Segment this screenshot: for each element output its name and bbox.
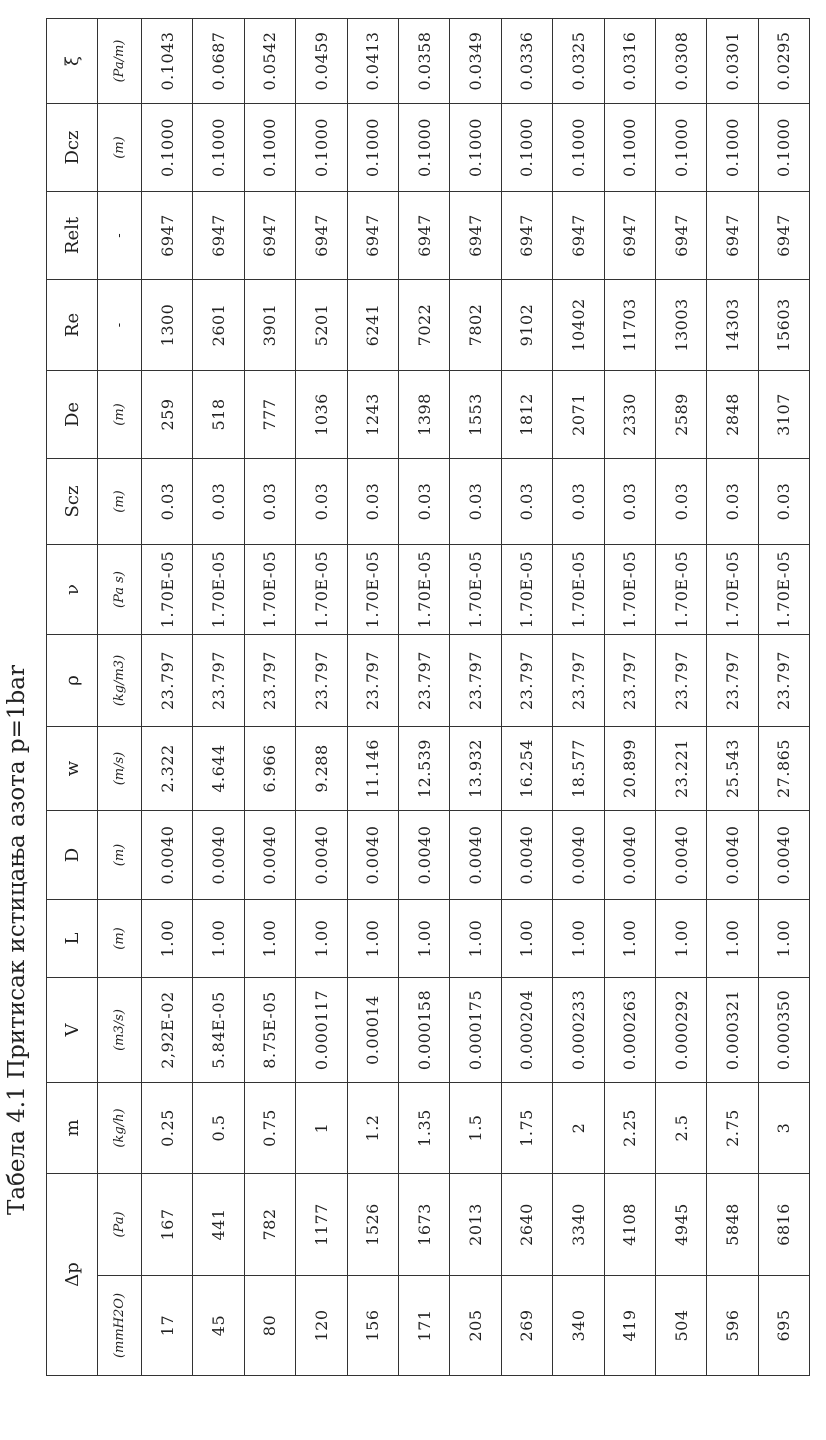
table-cell: 6947 — [501, 192, 552, 280]
table-cell: 0.1000 — [347, 104, 398, 192]
table-cell: 1526 — [347, 1174, 398, 1276]
table-cell: 0.000204 — [501, 978, 552, 1083]
table-cell: 0.03 — [553, 459, 604, 545]
table-cell: 1243 — [347, 371, 398, 459]
table-cell: 0.0295 — [758, 19, 809, 104]
table-cell: 419 — [604, 1276, 655, 1376]
table-cell: 0.1000 — [244, 104, 295, 192]
table-cell: 2 — [553, 1083, 604, 1174]
column-header: w — [47, 727, 98, 811]
table-cell: 0.0316 — [604, 19, 655, 104]
table-cell: 16.254 — [501, 727, 552, 811]
table-cell: 23.797 — [707, 635, 758, 727]
table-cell: 0.000321 — [707, 978, 758, 1083]
column-header: Scz — [47, 459, 98, 545]
table-cell: 0.03 — [142, 459, 193, 545]
table-row — [553, 19, 604, 1376]
table-cell: 1673 — [398, 1174, 449, 1276]
table-cell: 0.0040 — [296, 811, 347, 900]
table-cell: 6947 — [758, 192, 809, 280]
table-cell: 1.70E-05 — [347, 545, 398, 635]
table-cell: 2589 — [655, 371, 706, 459]
table-row — [296, 19, 347, 1376]
table-cell: 1.70E-05 — [553, 545, 604, 635]
table-cell: 4108 — [604, 1174, 655, 1276]
table-cell: 0.0040 — [707, 811, 758, 900]
table-cell: 1.00 — [244, 900, 295, 978]
table-cell: 1.2 — [347, 1083, 398, 1174]
table-cell: 1.70E-05 — [758, 545, 809, 635]
column-header: Re — [47, 280, 98, 371]
table-cell: 120 — [296, 1276, 347, 1376]
table-cell: 1.00 — [193, 900, 244, 978]
column-header: Δp — [47, 1174, 98, 1376]
table-cell: 2.75 — [707, 1083, 758, 1174]
table-cell: 0.000233 — [553, 978, 604, 1083]
table-cell: 1.70E-05 — [707, 545, 758, 635]
table-cell: 6241 — [347, 280, 398, 371]
table-cell: 17 — [142, 1276, 193, 1376]
table-cell: 23.797 — [347, 635, 398, 727]
table-cell: 6947 — [553, 192, 604, 280]
column-unit: (m) — [98, 371, 142, 459]
table-cell: 0.03 — [398, 459, 449, 545]
table-cell: 596 — [707, 1276, 758, 1376]
table-cell: 0.1000 — [707, 104, 758, 192]
table-cell: 5.84E-05 — [193, 978, 244, 1083]
table-cell: 23.797 — [604, 635, 655, 727]
table-cell: 0.03 — [450, 459, 501, 545]
table-cell: 13.932 — [450, 727, 501, 811]
table-cell: 6947 — [244, 192, 295, 280]
table-cell: 23.797 — [655, 635, 706, 727]
table-cell: 80 — [244, 1276, 295, 1376]
table-cell: 0.03 — [501, 459, 552, 545]
table-cell: 0.03 — [604, 459, 655, 545]
column-unit: (m) — [98, 459, 142, 545]
table-cell: 1.00 — [398, 900, 449, 978]
table-cell: 6947 — [193, 192, 244, 280]
table-row — [347, 19, 398, 1376]
table-cell: 1.70E-05 — [142, 545, 193, 635]
table-cell: 1.70E-05 — [604, 545, 655, 635]
table-cell: 23.797 — [244, 635, 295, 727]
nitrogen-pressure-table — [46, 18, 810, 1376]
table-cell: 0.1000 — [450, 104, 501, 192]
table-cell: 2640 — [501, 1174, 552, 1276]
table-cell: 2330 — [604, 371, 655, 459]
table-cell: 23.797 — [398, 635, 449, 727]
table-cell: 6947 — [142, 192, 193, 280]
table-cell: 171 — [398, 1276, 449, 1376]
table-cell: 0.03 — [193, 459, 244, 545]
table-cell: 0.00014 — [347, 978, 398, 1083]
table-cell: 2848 — [707, 371, 758, 459]
column-unit: (m) — [98, 104, 142, 192]
column-unit: (m) — [98, 900, 142, 978]
table-cell: 5848 — [707, 1174, 758, 1276]
table-cell: 156 — [347, 1276, 398, 1376]
column-unit: (kg/h) — [98, 1083, 142, 1174]
table-cell: 3 — [758, 1083, 809, 1174]
table-cell: 0.000117 — [296, 978, 347, 1083]
table-cell: 0.1000 — [193, 104, 244, 192]
table-cell: 0.0040 — [244, 811, 295, 900]
table-cell: 0.1000 — [296, 104, 347, 192]
table-cell: 1398 — [398, 371, 449, 459]
table-row — [398, 19, 449, 1376]
table-cell: 3107 — [758, 371, 809, 459]
table-cell: 0.0040 — [347, 811, 398, 900]
table-cell: 0.0308 — [655, 19, 706, 104]
table-row — [501, 19, 552, 1376]
table-cell: 6947 — [296, 192, 347, 280]
table-row — [758, 19, 809, 1376]
table-cell: 0.03 — [707, 459, 758, 545]
table-cell: 1812 — [501, 371, 552, 459]
table-cell: 0.0325 — [553, 19, 604, 104]
table-cell: 0.1000 — [501, 104, 552, 192]
table-cell: 27.865 — [758, 727, 809, 811]
table-cell: 11703 — [604, 280, 655, 371]
table-cell: 1.00 — [142, 900, 193, 978]
table-cell: 0.75 — [244, 1083, 295, 1174]
table-cell: 0.0040 — [193, 811, 244, 900]
table-cell: 23.797 — [142, 635, 193, 727]
table-cell: 23.797 — [450, 635, 501, 727]
table-row — [604, 19, 655, 1376]
table-cell: 1.00 — [604, 900, 655, 978]
column-header: L — [47, 900, 98, 978]
table-cell: 23.797 — [501, 635, 552, 727]
table-cell: 6947 — [707, 192, 758, 280]
table-cell: 695 — [758, 1276, 809, 1376]
table-cell: 6947 — [347, 192, 398, 280]
table-cell: 25.543 — [707, 727, 758, 811]
table-row — [244, 19, 295, 1376]
table-cell: 11.146 — [347, 727, 398, 811]
table-cell: 0.03 — [347, 459, 398, 545]
table-cell: 23.797 — [296, 635, 347, 727]
table-cell: 5201 — [296, 280, 347, 371]
table-cell: 1.00 — [707, 900, 758, 978]
table-cell: 0.0040 — [758, 811, 809, 900]
column-unit: (Pa/m) — [98, 19, 142, 104]
table-cell: 1036 — [296, 371, 347, 459]
table-cell: 1.70E-05 — [398, 545, 449, 635]
table-cell: 259 — [142, 371, 193, 459]
table-cell: 10402 — [553, 280, 604, 371]
table-cell: 3901 — [244, 280, 295, 371]
table-cell: 1.00 — [553, 900, 604, 978]
column-unit: (m) — [98, 811, 142, 900]
table-cell: 441 — [193, 1174, 244, 1276]
table-cell: 0.1000 — [758, 104, 809, 192]
table-cell: 1.70E-05 — [450, 545, 501, 635]
table-cell: 2013 — [450, 1174, 501, 1276]
table-cell: 0.25 — [142, 1083, 193, 1174]
table-cell: 0.1000 — [655, 104, 706, 192]
table-cell: 2.322 — [142, 727, 193, 811]
table-cell: 0.0349 — [450, 19, 501, 104]
table-cell: 4945 — [655, 1174, 706, 1276]
table-cell: 0.0040 — [553, 811, 604, 900]
table-cell: 1553 — [450, 371, 501, 459]
table-cell: 15603 — [758, 280, 809, 371]
table-cell: 6947 — [398, 192, 449, 280]
table-cell: 2,92E-02 — [142, 978, 193, 1083]
table-cell: 0.000350 — [758, 978, 809, 1083]
table-cell: 6816 — [758, 1174, 809, 1276]
table-cell: 1.00 — [347, 900, 398, 978]
table-cell: 2.5 — [655, 1083, 706, 1174]
column-unit: (kg/m3) — [98, 635, 142, 727]
table-cell: 0.0301 — [707, 19, 758, 104]
table-cell: 167 — [142, 1174, 193, 1276]
table-cell: 14303 — [707, 280, 758, 371]
table-cell: 23.797 — [553, 635, 604, 727]
table-row — [142, 19, 193, 1376]
table-cell: 0.0040 — [604, 811, 655, 900]
table-cell: 6947 — [450, 192, 501, 280]
table-cell: 1.70E-05 — [193, 545, 244, 635]
table-cell: 1.70E-05 — [501, 545, 552, 635]
table-cell: 1 — [296, 1083, 347, 1174]
column-header: D — [47, 811, 98, 900]
table-cell: 0.1000 — [553, 104, 604, 192]
table-cell: 6947 — [655, 192, 706, 280]
table-cell: 1.35 — [398, 1083, 449, 1174]
table-row — [707, 19, 758, 1376]
table-cell: 0.0358 — [398, 19, 449, 104]
table-cell: 1.00 — [296, 900, 347, 978]
table-cell: 12.539 — [398, 727, 449, 811]
table-cell: 0.1043 — [142, 19, 193, 104]
table-cell: 518 — [193, 371, 244, 459]
table-cell: 1.00 — [655, 900, 706, 978]
table-cell: 0.0336 — [501, 19, 552, 104]
column-unit: (Pa s) — [98, 545, 142, 635]
table-cell: 9102 — [501, 280, 552, 371]
table-cell: 504 — [655, 1276, 706, 1376]
table-row — [450, 19, 501, 1376]
table-cell: 2601 — [193, 280, 244, 371]
table-cell: 0.1000 — [398, 104, 449, 192]
table-cell: 1.00 — [501, 900, 552, 978]
column-unit: (Pa) — [98, 1174, 142, 1276]
table-cell: 0.0459 — [296, 19, 347, 104]
column-header: Dcz — [47, 104, 98, 192]
table-cell: 205 — [450, 1276, 501, 1376]
table-cell: 0.03 — [655, 459, 706, 545]
column-unit: (m3/s) — [98, 978, 142, 1083]
header-row-units — [98, 19, 142, 1376]
table-cell: 23.797 — [193, 635, 244, 727]
table-cell: 2.25 — [604, 1083, 655, 1174]
column-header: Relt — [47, 192, 98, 280]
table-cell: 0.03 — [758, 459, 809, 545]
table-cell: 4.644 — [193, 727, 244, 811]
table-cell: 1.70E-05 — [296, 545, 347, 635]
table-cell: 18.577 — [553, 727, 604, 811]
table-cell: 777 — [244, 371, 295, 459]
column-header: ν — [47, 545, 98, 635]
table-cell: 0.000175 — [450, 978, 501, 1083]
table-cell: 6.966 — [244, 727, 295, 811]
column-unit: - — [98, 280, 142, 371]
table-cell: 1.75 — [501, 1083, 552, 1174]
table-cell: 0.1000 — [604, 104, 655, 192]
table-cell: 0.0542 — [244, 19, 295, 104]
table-caption: Табела 4.1 Притисак истицања азота p=1bar — [4, 665, 30, 1215]
table-cell: 1.70E-05 — [244, 545, 295, 635]
table-cell: 0.5 — [193, 1083, 244, 1174]
column-header: ξ — [47, 19, 98, 104]
table-cell: 13003 — [655, 280, 706, 371]
table-cell: 3340 — [553, 1174, 604, 1276]
table-cell: 0.0040 — [142, 811, 193, 900]
table-cell: 23.221 — [655, 727, 706, 811]
column-unit: (m/s) — [98, 727, 142, 811]
table-cell: 1.5 — [450, 1083, 501, 1174]
table-cell: 340 — [553, 1276, 604, 1376]
table-cell: 0.0040 — [398, 811, 449, 900]
column-unit: (mmH2O) — [98, 1276, 142, 1376]
table-cell: 0.0413 — [347, 19, 398, 104]
table-row — [655, 19, 706, 1376]
table-cell: 0.03 — [296, 459, 347, 545]
column-unit: - — [98, 192, 142, 280]
table-cell: 0.0040 — [450, 811, 501, 900]
table-cell: 20.899 — [604, 727, 655, 811]
column-header: m — [47, 1083, 98, 1174]
table-cell: 0.000263 — [604, 978, 655, 1083]
table-cell: 2071 — [553, 371, 604, 459]
table-cell: 0.0040 — [501, 811, 552, 900]
column-header: ρ — [47, 635, 98, 727]
table-cell: 0.03 — [244, 459, 295, 545]
table-cell: 1.00 — [758, 900, 809, 978]
table-cell: 1.00 — [450, 900, 501, 978]
table-cell: 7022 — [398, 280, 449, 371]
table-row — [193, 19, 244, 1376]
table-cell: 0.000292 — [655, 978, 706, 1083]
column-header: V — [47, 978, 98, 1083]
header-row-symbols — [47, 19, 98, 1376]
table-cell: 1300 — [142, 280, 193, 371]
table-cell: 0.000158 — [398, 978, 449, 1083]
table-cell: 6947 — [604, 192, 655, 280]
table-cell: 7802 — [450, 280, 501, 371]
table-cell: 0.0040 — [655, 811, 706, 900]
table-cell: 45 — [193, 1276, 244, 1376]
table-cell: 0.1000 — [142, 104, 193, 192]
table-cell: 0.0687 — [193, 19, 244, 104]
column-header: De — [47, 371, 98, 459]
table-cell: 8.75E-05 — [244, 978, 295, 1083]
table-cell: 1177 — [296, 1174, 347, 1276]
table-cell: 782 — [244, 1174, 295, 1276]
table-cell: 9.288 — [296, 727, 347, 811]
table-cell: 23.797 — [758, 635, 809, 727]
table-cell: 1.70E-05 — [655, 545, 706, 635]
table-cell: 269 — [501, 1276, 552, 1376]
